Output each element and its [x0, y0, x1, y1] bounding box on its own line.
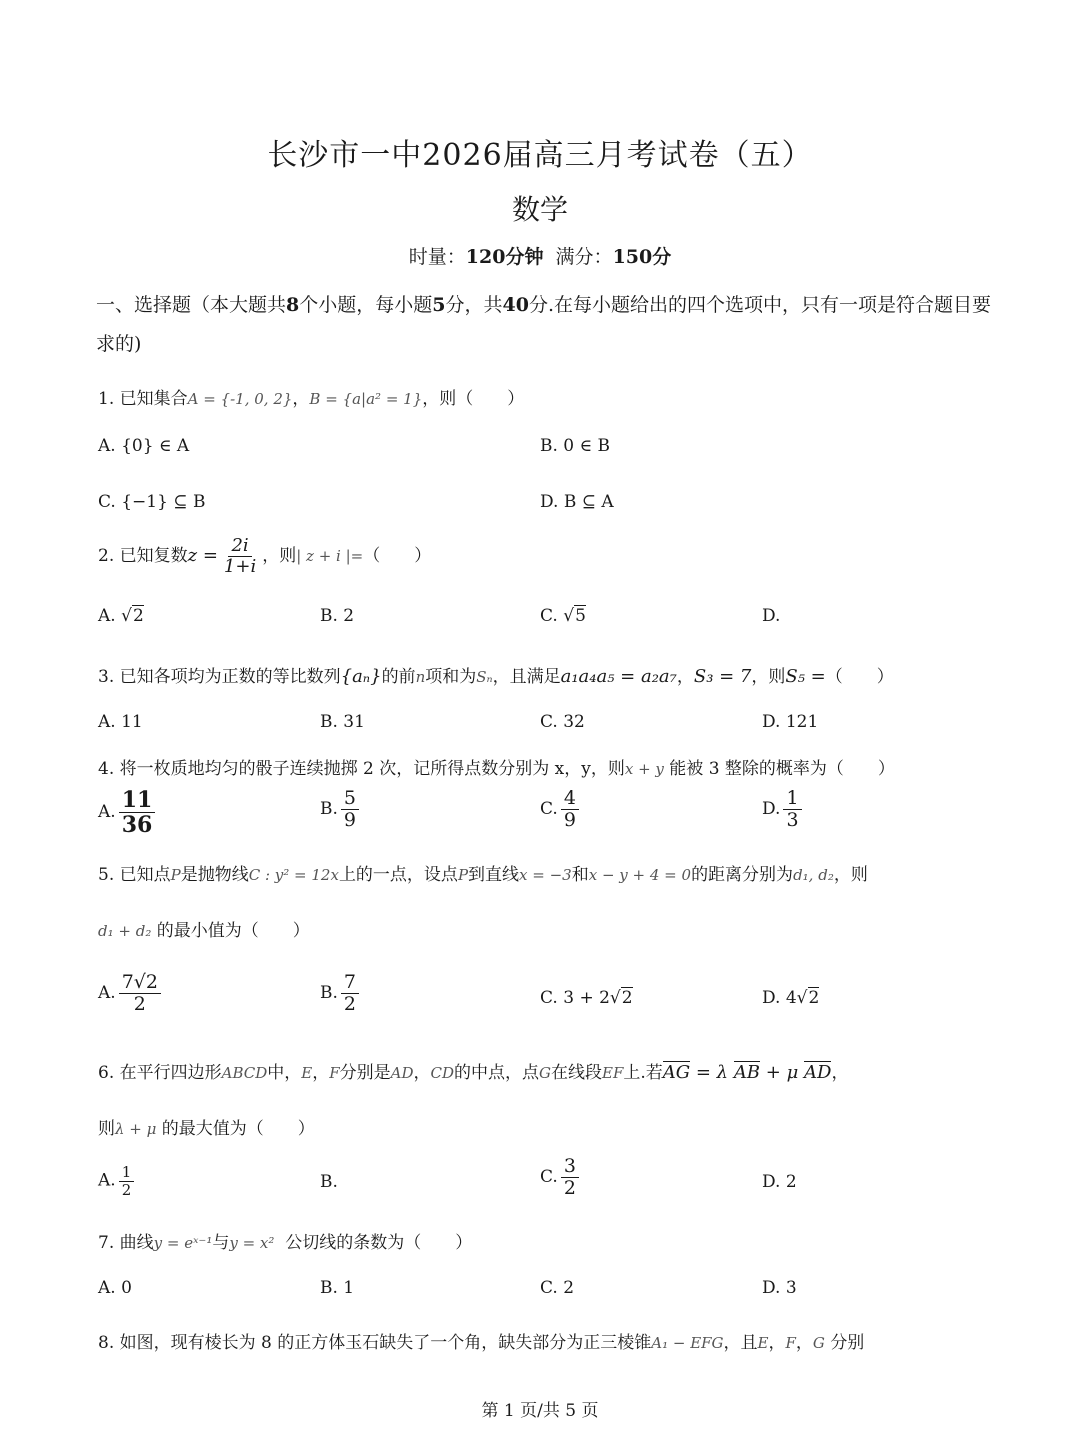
- stem-text: 的最大值为（ ）: [161, 1119, 315, 1139]
- section-text: 一、选择题（本大题共: [96, 294, 287, 316]
- stem-text: 的距离分别为: [691, 865, 794, 885]
- fraction-denominator: 2: [563, 1176, 576, 1199]
- q3-option-d[interactable]: D. 121: [762, 712, 819, 732]
- equation-part: + μ: [760, 1062, 804, 1083]
- var-n: n: [415, 668, 426, 686]
- point-e: E: [301, 1064, 313, 1082]
- stem-text: ，: [312, 1063, 330, 1083]
- set-b: B = {a|a² = 1}: [309, 390, 423, 408]
- fraction: [221, 536, 259, 577]
- q6-option-b[interactable]: B.: [320, 1172, 338, 1192]
- stem-text: 在线段: [551, 1063, 602, 1083]
- point-p: P: [170, 866, 181, 884]
- q7-option-d[interactable]: D. 3: [762, 1278, 797, 1298]
- expression: λ + μ: [115, 1120, 157, 1138]
- stem-text: 则: [98, 1119, 115, 1139]
- fraction: [561, 1156, 579, 1199]
- q5-option-b[interactable]: [320, 972, 362, 1015]
- question-3-stem: [98, 662, 894, 687]
- line-1: x = −3: [519, 866, 572, 884]
- stem-text: 分别: [830, 1333, 865, 1353]
- fraction-numerator: 11: [119, 788, 156, 813]
- option-label: C.: [540, 798, 558, 819]
- stem-text: 分别是: [339, 1063, 391, 1083]
- fraction-numerator: 4: [561, 788, 579, 810]
- stem-text: ，: [795, 1333, 813, 1353]
- q3-option-b[interactable]: B. 31: [320, 712, 365, 732]
- stem-text: 1. 已知集合: [98, 389, 188, 409]
- option-label: B.: [320, 798, 338, 819]
- stem-text: 上.若: [623, 1063, 663, 1083]
- q2-option-b[interactable]: B. 2: [320, 606, 355, 626]
- condition: a₁a₄a₅ = a₂a₇: [560, 666, 677, 687]
- stem-text: 能被 3 整除的概率为（ ）: [669, 759, 895, 779]
- vector-ad: AD: [804, 1062, 832, 1083]
- section-text: 分，共: [445, 294, 503, 316]
- question-7-stem: [98, 1228, 472, 1253]
- fraction: [783, 788, 801, 831]
- fraction: [341, 972, 359, 1015]
- term: 4: [785, 988, 797, 1008]
- question-4-stem: [98, 754, 895, 779]
- question-5-stem-line2: [98, 916, 310, 941]
- section-count: 8: [286, 294, 300, 316]
- stem-text: （ ）: [363, 545, 432, 566]
- option-label: A.: [98, 982, 116, 1003]
- term: 3 + 2: [563, 988, 610, 1008]
- q2-option-a[interactable]: A. √2: [98, 606, 144, 626]
- expression: x + y: [624, 760, 664, 778]
- section-per-score: 5: [432, 294, 446, 316]
- segment-ef: EF: [602, 1064, 624, 1082]
- segment-cd: CD: [430, 1064, 455, 1082]
- subject-title: 数学: [511, 193, 568, 226]
- stem-text: ，则: [262, 545, 297, 566]
- q6-option-d[interactable]: D. 2: [762, 1172, 797, 1192]
- option-label: C.: [540, 606, 558, 626]
- fraction-numerator: 1: [783, 788, 801, 810]
- z-equals: z =: [187, 544, 218, 566]
- sqrt-value: 2: [132, 606, 144, 626]
- stem-text: ，: [831, 1063, 849, 1083]
- stem-text: 和: [571, 865, 589, 885]
- pyramid: A₁ − EFG: [651, 1334, 724, 1352]
- stem-text: ，则（ ）: [422, 389, 525, 409]
- expression: d₁ + d₂: [98, 922, 152, 940]
- stem-text: 5. 已知点: [98, 865, 171, 885]
- q4-option-c[interactable]: [540, 788, 582, 831]
- fraction-denominator: 2: [133, 992, 146, 1015]
- stem-text: 8. 如图，现有棱长为 8 的正方体玉石缺失了一个角，缺失部分为正三棱锥: [98, 1333, 652, 1353]
- option-label: D.: [762, 798, 781, 819]
- fraction-denominator: 2: [121, 1180, 132, 1199]
- fraction: [561, 788, 579, 831]
- fraction-denominator: 1+i: [223, 555, 257, 577]
- sqrt-value: 5: [575, 606, 586, 626]
- fraction-denominator: 9: [343, 808, 356, 831]
- option-label: B.: [320, 982, 338, 1003]
- section-heading: [96, 286, 996, 364]
- question-5-stem: [98, 860, 868, 885]
- question-8-stem: [98, 1328, 864, 1353]
- sequence: {aₙ}: [340, 666, 382, 687]
- time-value: 120分钟: [465, 246, 544, 268]
- stem-text: 6. 在平行四边形: [98, 1063, 222, 1083]
- q3-option-c[interactable]: C. 32: [540, 712, 585, 732]
- fraction-numerator: 5: [341, 788, 359, 810]
- q7-option-a[interactable]: A. 0: [98, 1278, 132, 1298]
- section-text: 个小题，每小题: [299, 294, 433, 316]
- q5-option-a[interactable]: [98, 972, 164, 1015]
- parabola: C : y² = 12x: [248, 866, 339, 884]
- stem-text: 7. 曲线: [98, 1233, 154, 1253]
- s3-value: S₃ = 7: [693, 666, 752, 687]
- vector-ag: AG: [662, 1062, 691, 1083]
- distances: d₁, d₂: [793, 866, 834, 884]
- option-label: C.: [540, 988, 558, 1008]
- stem-text: 的最小值为（ ）: [156, 921, 310, 941]
- s5-expression: S₅ =: [785, 666, 826, 687]
- fraction: [119, 1164, 135, 1198]
- fraction: [119, 972, 161, 1015]
- question-6-stem-line2: [98, 1114, 315, 1139]
- q6-option-c[interactable]: [540, 1156, 582, 1199]
- sum-sn: Sₙ: [476, 668, 493, 686]
- point-e: E: [757, 1334, 769, 1352]
- fraction-denominator: 36: [121, 812, 153, 839]
- stem-text: 到直线: [468, 865, 520, 885]
- score-value: 150分: [612, 246, 672, 268]
- q7-option-b[interactable]: B. 1: [320, 1278, 355, 1298]
- stem-text: ，且满足: [492, 667, 561, 687]
- q1-option-c[interactable]: C. {−1} ⊆ B: [98, 492, 206, 512]
- section-total: 40: [502, 294, 529, 316]
- option-label: A.: [98, 802, 116, 823]
- q5-option-d[interactable]: D. 4√2: [762, 988, 820, 1008]
- fraction: [119, 788, 156, 837]
- option-label: A.: [98, 606, 116, 626]
- stem-text: ，: [768, 1333, 786, 1353]
- curve-2: y = x²: [229, 1234, 275, 1252]
- fraction-denominator: 2: [343, 992, 356, 1015]
- stem-text: ，: [676, 667, 694, 687]
- page-footer: 第 1 页/共 5 页: [481, 1401, 599, 1421]
- option-label: C.: [540, 1166, 558, 1187]
- stem-text: 3. 已知各项均为正数的等比数列: [98, 667, 341, 687]
- abs-expression: | z + i |=: [296, 546, 364, 565]
- q6-option-a[interactable]: [98, 1164, 137, 1198]
- stem-text: ，则: [751, 667, 786, 687]
- stem-text: 公切线的条数为（ ）: [285, 1233, 473, 1253]
- stem-text: 的前: [381, 667, 416, 687]
- q2-option-c[interactable]: C. √5: [540, 606, 586, 626]
- sqrt-value: 2: [808, 988, 820, 1008]
- vector-ab: AB: [733, 1062, 761, 1083]
- section-text: 分.在每小题给出的四个选项中，只有一项是符合题目要求的): [96, 294, 992, 355]
- page-title: 长沙市一中2026届高三月考试卷（五）: [267, 138, 813, 173]
- q4-option-b[interactable]: [320, 788, 362, 831]
- q1-option-a[interactable]: A. {0} ∈ A: [98, 436, 190, 456]
- score-label: 满分：: [555, 246, 613, 268]
- option-label: A.: [98, 1170, 116, 1191]
- stem-text: 中，: [267, 1063, 302, 1083]
- q1-option-b[interactable]: B. 0 ∈ B: [540, 436, 611, 456]
- fraction: [341, 788, 359, 831]
- question-2-stem: [98, 536, 431, 577]
- time-label: 时量：: [408, 246, 466, 268]
- point-f: F: [785, 1334, 796, 1352]
- q5-option-c[interactable]: C. 3 + 2√2: [540, 988, 633, 1008]
- stem-text: ，且: [723, 1333, 758, 1353]
- stem-text: ，: [413, 1063, 431, 1083]
- stem-text: （ ）: [825, 667, 894, 687]
- fraction-numerator: 1: [119, 1164, 135, 1182]
- stem-text: 的中点，点: [454, 1063, 540, 1083]
- q2-option-d[interactable]: D.: [762, 606, 781, 626]
- stem-text: 上的一点，设点: [338, 865, 458, 885]
- q4-option-a[interactable]: [98, 788, 158, 837]
- parallelogram: ABCD: [221, 1064, 268, 1082]
- q1-option-d[interactable]: D. B ⊆ A: [540, 492, 614, 512]
- q3-option-a[interactable]: A. 11: [98, 712, 143, 732]
- line-2: x − y + 4 = 0: [588, 866, 692, 884]
- fraction-numerator: 7: [341, 972, 359, 994]
- q4-option-d[interactable]: [762, 788, 805, 831]
- stem-text: ，: [292, 389, 310, 409]
- stem-text: 是抛物线: [180, 865, 249, 885]
- stem-text: 与: [212, 1233, 230, 1253]
- fraction-numerator: 3: [561, 1156, 579, 1178]
- fraction-numerator: 7√2: [119, 972, 161, 994]
- option-label: D.: [762, 988, 781, 1008]
- q7-option-c[interactable]: C. 2: [540, 1278, 575, 1298]
- stem-text: 4. 将一枚质地均匀的骰子连续抛掷 2 次，记所得点数分别为 x，y，则: [98, 759, 625, 779]
- question-1-stem: [98, 384, 524, 409]
- stem-text: 项和为: [425, 667, 477, 687]
- fraction-numerator: 2i: [228, 536, 251, 557]
- point-g: G: [539, 1064, 551, 1082]
- sqrt-value: 2: [621, 988, 633, 1008]
- question-6-stem: [98, 1058, 848, 1083]
- fraction-denominator: 9: [563, 808, 576, 831]
- point-f: F: [329, 1064, 340, 1082]
- equation-part: = λ: [690, 1062, 734, 1083]
- curve-1: y = eˣ⁻¹: [153, 1234, 213, 1252]
- stem-text: ，则: [833, 865, 868, 885]
- point-p: P: [457, 866, 469, 884]
- point-g: G: [812, 1334, 825, 1352]
- time-info: [0, 242, 1080, 269]
- fraction-denominator: 3: [786, 808, 799, 831]
- set-a: A = {-1, 0, 2}: [187, 390, 293, 408]
- segment-ad: AD: [390, 1064, 414, 1082]
- stem-text: 2. 已知复数: [98, 545, 188, 566]
